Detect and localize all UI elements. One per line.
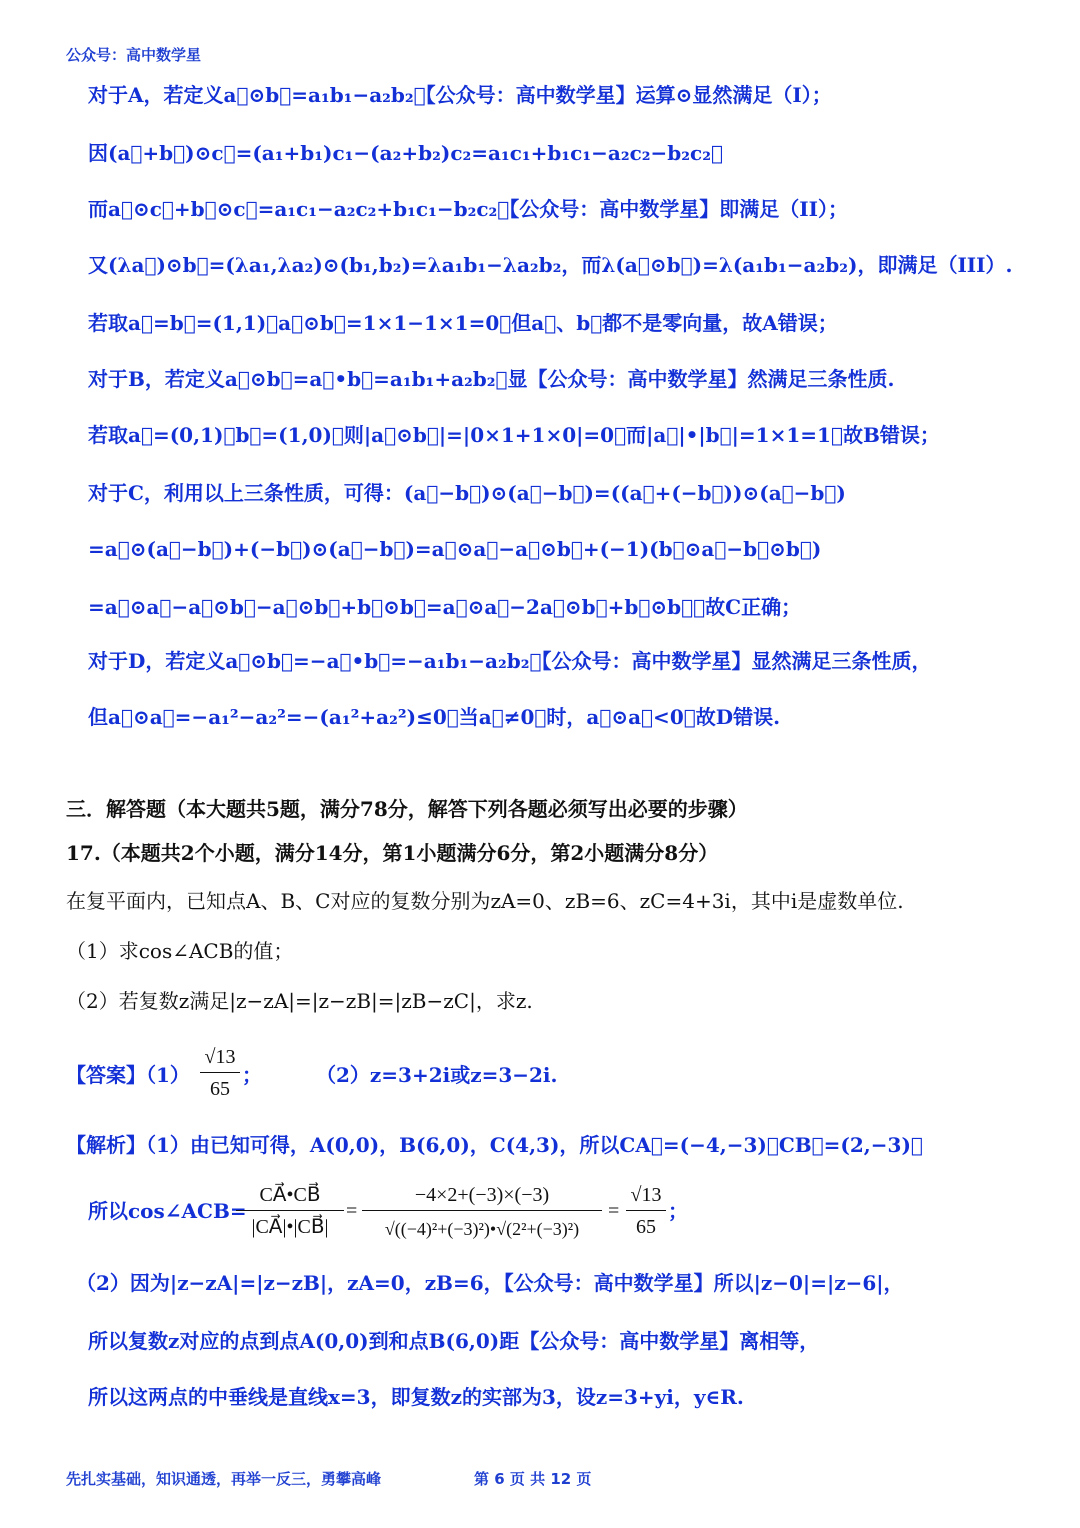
solution-line-4: 又(λa⃗)⊙b⃗=(λa₁,λa₂)⊙(b₁,b₂)=λa₁b₁−λa₂b₂，而λ(a⃗⊙b⃗)=λ(a₁b₁−a₂b₂)，即满足（III）. [88,253,1013,277]
solution-line-9: =a⃗⊙(a⃗−b⃗)+(−b⃗)⊙(a⃗−b⃗)=a⃗⊙a⃗−a⃗⊙b⃗+(−1)(b⃗⊙a⃗−b⃗⊙b⃗) [88,537,822,561]
analysis-cos-prefix: 所以cos∠ACB= [88,1199,247,1223]
answer-tag: 【答案】 [66,1063,146,1087]
answer-part2: （2）z=3+2i或z=3−2i. [316,1063,558,1087]
frac2-numerator: −4×2+(−3)×(−3) [414,1184,550,1206]
frac2-bar [362,1210,602,1211]
answer-frac-num: √13 [204,1046,236,1068]
analysis-line-3: （2）因为|z−zA|=|z−zB|，zA=0，zB=6，【公众号：高中数学星】所以|z−0|=|z−6|， [76,1271,904,1295]
equals-sign-1: = [346,1200,358,1222]
q17-title: 17.（本题共2个小题，满分14分，第1小题满分6分，第2小题满分8分） [66,841,719,865]
answer-part1-suffix: ； [242,1063,262,1087]
frac1-bar [236,1210,344,1211]
frac3-denominator: 65 [636,1216,656,1238]
solution-line-3: 而a⃗⊙c⃗+b⃗⊙c⃗=a₁c₁−a₂c₂+b₁c₁−b₂c₂，【公众号：高中数学星】即满足（II）； [88,197,848,221]
answer-frac-bar [200,1072,240,1073]
solution-line-7: 若取a⃗=(0,1)，b⃗=(1,0)，则|a⃗⊙b⃗|=|0×1+1×0|=0，而|a⃗|•|b⃗|=1×1=1，故B错误； [88,423,940,447]
answer-label [66,1062,190,1088]
footer-motto: 先扎实基础，知识通透，再举一反三，勇攀高峰 [66,1470,382,1488]
footer-page-number: 第 6 页 共 12 页 [474,1470,592,1488]
q17-stem: 在复平面内，已知点A、B、C对应的复数分别为zA=0、zB=6、zC=4+3i，其中i是虚数单位. [66,889,904,913]
solution-line-2: 因(a⃗+b⃗)⊙c⃗=(a₁+b₁)c₁−(a₂+b₂)c₂=a₁c₁+b₁c₁−a₂c₂−b₂c₂， [88,141,723,165]
analysis-line-5: 所以这两点的中垂线是直线x=3，即复数z的实部为3，设z=3+yi，y∈R. [88,1385,744,1409]
frac3-bar [626,1210,666,1211]
analysis-line-1: 【解析】（1）由已知可得，A(0,0)，B(6,0)，C(4,3)，所以CA⃗=(−4,−3)，CB⃗=(2,−3)， [66,1133,923,1157]
frac2-denominator: √((−4)²+(−3)²)•√(2²+(−3)²) [384,1219,580,1239]
frac1-numerator: CA⃗•CB⃗ [259,1184,321,1206]
analysis-cos-suffix: ； [668,1199,688,1223]
solution-line-8: 对于C，利用以上三条性质，可得：(a⃗−b⃗)⊙(a⃗−b⃗)=((a⃗+(−b⃗))⊙(a⃗−b⃗) [88,481,846,505]
solution-line-12: 但a⃗⊙a⃗=−a₁²−a₂²=−(a₁²+a₂²)≤0，当a⃗≠0⃗时，a⃗⊙a⃗<0，故D错误. [88,705,781,729]
section3-heading: 三．解答题（本大题共5题，满分78分，解答下列各题必须写出必要的步骤） [66,797,748,821]
q17-part1: （1）求cos∠ACB的值； [66,939,294,963]
solution-line-6: 对于B，若定义a⃗⊙b⃗=a⃗•b⃗=a₁b₁+a₂b₂，显【公众号：高中数学星】然满足三条性质. [88,367,895,391]
source-header: 公众号：高中数学星 [66,46,202,64]
analysis-line-4: 所以复数z对应的点到点A(0,0)到和点B(6,0)距【公众号：高中数学星】离相等， [88,1329,820,1353]
answer-frac-den: 65 [210,1078,230,1100]
solution-line-1: 对于A，若定义a⃗⊙b⃗=a₁b₁−a₂b₂，【公众号：高中数学星】运算⊙显然满足（I）； [88,83,832,107]
solution-line-5: 若取a⃗=b⃗=(1,1)，a⃗⊙b⃗=1×1−1×1=0，但a⃗、b⃗都不是零向量，故A错误； [88,311,838,335]
frac3-numerator: √13 [630,1184,662,1206]
solution-line-10: =a⃗⊙a⃗−a⃗⊙b⃗−a⃗⊙b⃗+b⃗⊙b⃗=a⃗⊙a⃗−2a⃗⊙b⃗+b⃗⊙b⃗，故C正确； [88,595,802,619]
answer-part1-prefix: （1） [146,1063,190,1087]
equals-sign-2: = [608,1200,620,1222]
solution-line-11: 对于D，若定义a⃗⊙b⃗=−a⃗•b⃗=−a₁b₁−a₂b₂，【公众号：高中数学星】显然满足三条性质， [88,649,932,673]
frac1-denominator: |CA⃗|•|CB⃗| [251,1216,329,1238]
q17-part2: （2）若复数z满足|z−zA|=|z−zB|=|zB−zC|，求z. [66,989,533,1013]
